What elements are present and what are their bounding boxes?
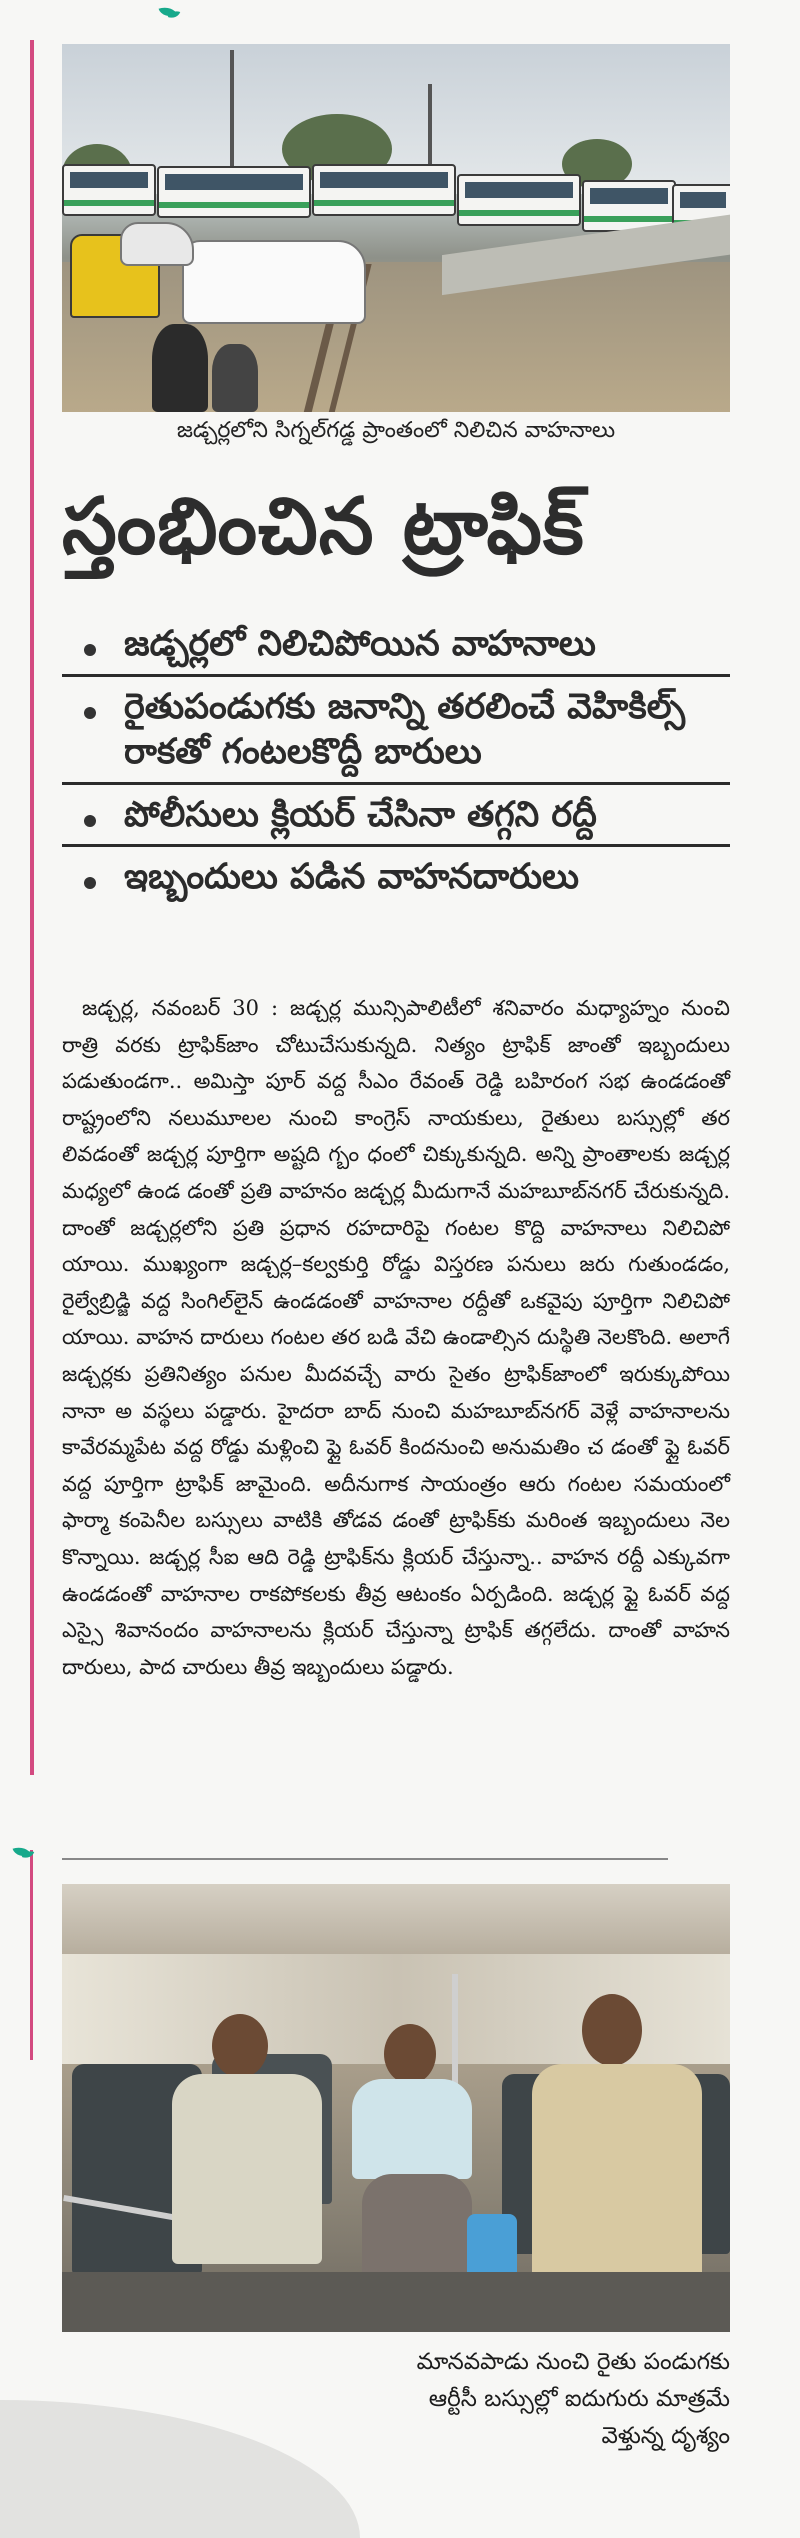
highlight-item: జడ్చర్లలో నిలిచిపోయిన వాహనాలు xyxy=(62,622,730,677)
article-paragraph: జడ్చర్ల, నవంబర్‌ 30 : జడ్చర్ల మున్సిపాలిటీలో శనివారం మధ్యాహ్నం నుంచి రాత్రి వరకు ట్రాఫిక్‌జాం చోటుచేసుకున్నది. నిత్యం ట్రాఫిక్‌ జాంతో ఇబ్బందులు పడుతుండగా.. అమిస్తా పూర్‌ వద్ద సీఎం రేవంత్‌ రెడ్డి బహిరంగ సభ ఉండడంతో రాష్ట్రంలోని నలుమూలల నుంచి కాంగ్రెస్‌ నాయకులు, రైతులు బస్సుల్లో తర లివడంతో జడ్చర్ల పూర్తిగా అష్టది గ్బం ధంలో చిక్కుకున్నది. అన్ని ప్రాంతాలకు జడ్చర్ల మధ్యలో ఉండ డంతో ప్రతి వాహనం జడ్చర్ల మీదుగానే మహబూబ్‌నగర్‌ చేరుకున్నది. దాంతో జడ్చర్లలోని ప్రతి ప్రధాన రహదారిపై గంటల కొద్ది వాహనాలు నిలిచిపో యాయి. ముఖ్యంగా జడ్చర్ల–కల్వకుర్తి రోడ్డు విస్తరణ పనులు జరు గుతుండడం, రైల్వేబ్రిడ్జి వద్ద సింగిల్‌లైన్‌ ఉండడంతో వాహనాల రద్దీతో ఒకవైపు పూర్తిగా నిలిచిపో యాయి. వాహన దారులు గంటల తర బడి వేచి ఉండాల్సిన దుస్థితి నెలకొంది. అలాగే జడ్చర్లకు ప్రతినిత్యం పనుల మీదవచ్చే వారు సైతం ట్రాఫిక్‌జాంలో ఇరుక్కుపోయి నానా అ వస్థలు పడ్డారు. హైదరా బాద్‌ నుంచి మహబూబ్‌నగర్‌ వెళ్లే వాహనాలను కావేరమ్మపేట వద్ద రోడ్డు మళ్లించి ఫ్లై ఓవర్‌ కిందనుంచి అనుమతిం చ డంతో ఫ్లై ఓవర్‌ వద్ద పూర్తిగా ట్రాఫిక్‌ జామైంది. అదీనుగాక సాయంత్రం ఆరు గంటల సమయంలో ఫార్మా కంపెనీల బస్సులు వాటికి తోడవ డంతో ట్రాఫిక్‌కు మరింత ఇబ్బందులు నెల కొన్నాయి. జడ్చర్ల సీఐ ఆది రెడ్డి ట్రాఫిక్‌ను క్లియర్‌ చేస్తున్నా.. వాహన రద్దీ ఎక్కువగా ఉండడంతో వాహనాల రాకపోకలకు తీవ్ర ఆటంకం ఏర్పడింది. జడ్చర్ల ఫ్లై ఓవర్‌ వద్ద ఎస్సై శివానందం వాహనాలను క్లియర్‌ చేస్తున్నా ట్రాఫిక్‌ తగ్గలేదు. దాంతో వాహన దారులు, పాద చారులు తీవ్ర ఇబ్బందులు పడ్డారు. xyxy=(62,996,730,1679)
bullet-dot-icon xyxy=(84,707,96,719)
left-accent-rule-lower xyxy=(30,1850,33,2060)
traffic-jam-photo xyxy=(62,44,730,412)
bullet-dot-icon xyxy=(84,877,96,889)
bullet-dot-icon xyxy=(84,644,96,656)
headline: స్తంభించిన ట్రాఫిక్‌ xyxy=(62,481,585,572)
article-body xyxy=(62,990,730,1685)
bullet-dot-icon xyxy=(84,815,96,827)
leaf-icon xyxy=(160,6,182,22)
bus-passengers-photo xyxy=(62,1884,730,2332)
highlight-item: పోలీసులు క్లియర్‌ చేసినా తగ్గని రద్దీ xyxy=(62,793,730,848)
section-divider xyxy=(62,1858,668,1860)
photo-caption-bottom: మానవపాడు నుంచి రైతు పండుగకు ఆర్టీసీ బస్సుల్లో ఐదుగురు మాత్రమే వెళ్తున్న దృశ్యం xyxy=(416,2349,730,2449)
highlight-item: ఇబ్బందులు పడిన వాహనదారులు xyxy=(62,855,730,907)
left-accent-rule xyxy=(30,40,34,1775)
highlight-item: రైతుపండుగకు జనాన్ని తరలించే వెహికిల్స్‌ రాకతో గంటలకొద్దీ బారులు xyxy=(62,685,730,785)
photo-caption-top: జడ్చర్లలోని సిగ్నల్‌గడ్డ ప్రాంతంలో నిలిచిన వాహనాలు xyxy=(176,418,616,443)
leaf-icon xyxy=(14,1846,36,1862)
highlights-list xyxy=(62,622,730,915)
